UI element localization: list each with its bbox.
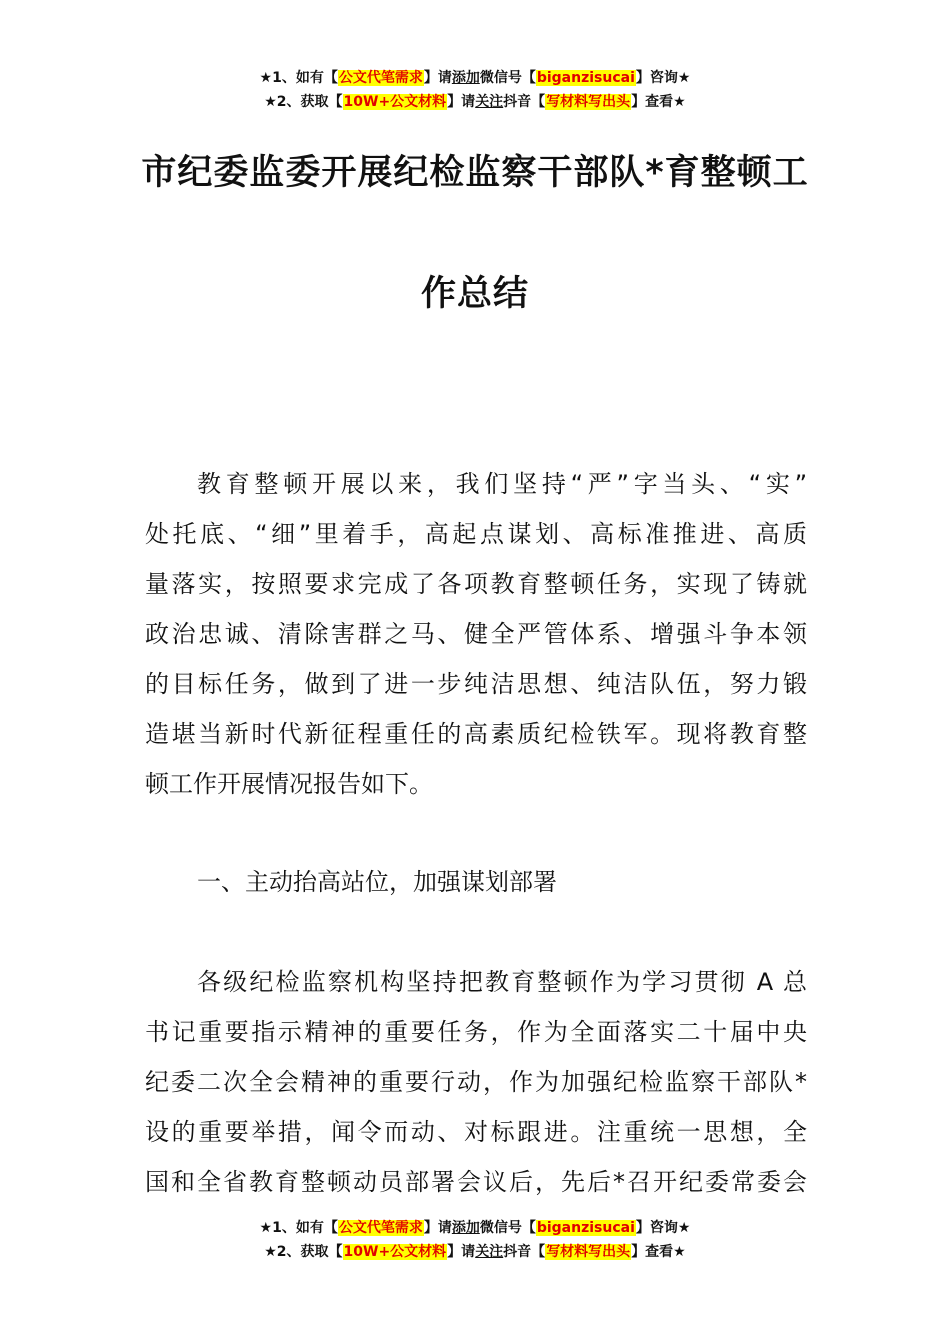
paragraph-line: 量落实，按照要求完成了各项教育整顿任务，实现了铸就 bbox=[145, 570, 807, 598]
banner-highlight: 公文代笔需求 bbox=[338, 70, 423, 86]
document-title-line-2: 作总结 bbox=[420, 274, 529, 314]
paragraph-line: 政治忠诚、清除害群之马、健全严管体系、增强斗争本领 bbox=[145, 620, 807, 648]
banner-text: 】咨询★ bbox=[635, 70, 691, 86]
section-heading: 一、主动抬高站位，加强谋划部署 bbox=[197, 868, 557, 896]
banner-text: ★2、获取【 bbox=[264, 94, 343, 110]
paragraph-line: 纪委二次全会精神的重要行动，作为加强纪检监察干部队* bbox=[145, 1068, 807, 1096]
banner-text: 】咨询★ bbox=[635, 1220, 691, 1236]
banner-text: 】请 bbox=[423, 1220, 452, 1236]
paragraph-line: 书记重要指示精神的重要任务，作为全面落实二十届中央 bbox=[145, 1018, 807, 1046]
intro-paragraph bbox=[145, 459, 807, 809]
banner-text: 抖音【 bbox=[503, 1244, 546, 1260]
paragraph-line: 国和全省教育整顿动员部署会议后，先后*召开纪委常委会 bbox=[145, 1168, 807, 1196]
banner-highlight: 10W+公文材料 bbox=[343, 94, 447, 110]
banner-underline: 关注 bbox=[475, 1244, 504, 1260]
banner-highlight: 写材料写出头 bbox=[546, 94, 631, 110]
banner-underline: 添加 bbox=[451, 1220, 480, 1236]
paragraph-line: 设的重要举措，闻令而动、对标跟进。注重统一思想，全 bbox=[145, 1118, 807, 1146]
banner-highlight: 10W+公文材料 bbox=[343, 1244, 447, 1260]
banner-text: 微信号【 bbox=[479, 1220, 536, 1236]
paragraph-line: 顿工作开展情况报告如下。 bbox=[145, 770, 433, 798]
document-title-line-1: 市纪委监委开展纪检监察干部队*育整顿工 bbox=[141, 153, 809, 193]
banner-text: 】请 bbox=[447, 94, 476, 110]
banner-line-1 bbox=[0, 1216, 950, 1240]
banner-text: 】请 bbox=[447, 1244, 476, 1260]
banner-line-2 bbox=[0, 1240, 950, 1264]
banner-text: 抖音【 bbox=[503, 94, 546, 110]
footer-banner bbox=[0, 1216, 950, 1264]
banner-highlight: 写材料写出头 bbox=[546, 1244, 631, 1260]
paragraph-line: 教育整顿开展以来，我们坚持“严”字当头、“实” bbox=[197, 470, 807, 498]
banner-underline: 关注 bbox=[475, 94, 504, 110]
banner-text: ★1、如有【 bbox=[259, 1220, 338, 1236]
banner-text: 微信号【 bbox=[479, 70, 536, 86]
banner-text: ★2、获取【 bbox=[264, 1244, 343, 1260]
paragraph-line: 造堪当新时代新征程重任的高素质纪检铁军。现将教育整 bbox=[145, 720, 807, 748]
banner-underline: 添加 bbox=[451, 70, 480, 86]
paragraph-line: 各级纪检监察机构坚持把教育整顿作为学习贯彻 A 总 bbox=[197, 968, 807, 996]
section-paragraph bbox=[145, 957, 807, 1207]
paragraph-line: 的目标任务，做到了进一步纯洁思想、纯洁队伍，努力锻 bbox=[145, 670, 807, 698]
banner-text: 】请 bbox=[423, 70, 452, 86]
banner-highlight: 公文代笔需求 bbox=[338, 1220, 423, 1236]
header-banner bbox=[0, 66, 950, 114]
banner-text: 】查看★ bbox=[631, 1244, 686, 1260]
paragraph-line: 处托底、“细”里着手，高起点谋划、高标准推进、高质 bbox=[145, 520, 807, 548]
banner-text: ★1、如有【 bbox=[259, 70, 338, 86]
banner-highlight: biganzisucai bbox=[536, 1220, 635, 1236]
banner-text: 】查看★ bbox=[631, 94, 686, 110]
banner-line-1 bbox=[0, 66, 950, 90]
banner-highlight: biganzisucai bbox=[536, 70, 635, 86]
banner-line-2 bbox=[0, 90, 950, 114]
